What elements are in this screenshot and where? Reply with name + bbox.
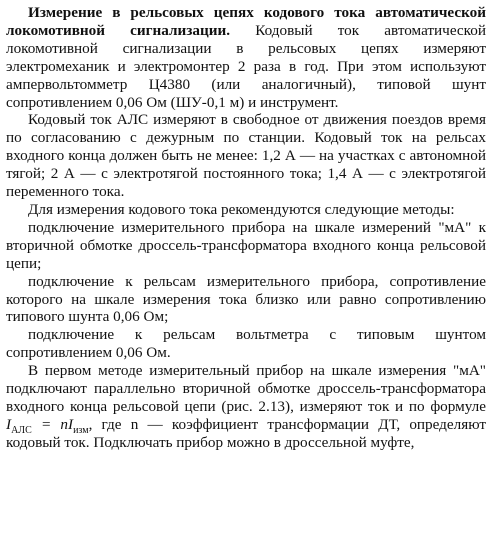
- formula: [6, 415, 89, 436]
- paragraph-1-text: Кодовый ток автоматической локомотивной сигнализации в рельсовых цепях измеряют электромеханик и электромонтер 2 раза в год. При этом используют ампервольтомметр Ц4380 (или аналогичный), типовой шунт сопротивлением 0,06 Ом (ШУ-0,1 м) и инструмент.: [6, 21, 487, 111]
- paragraph-4: подключение измерительного прибора на шкале измерений "мА" к вторичной обмотке дроссель-трансформатора входного конца рельсовой цепи;: [6, 218, 486, 272]
- formula-lhs: I: [6, 415, 12, 433]
- paragraph-2: Кодовый ток АЛС измеряют в свободное от движения поездов время по согласованию с дежурным по станции. Кодовый ток на рельсах входного конца должен быть не менее: 1,2 А — на участках с автономной тягой; 2 А — с электротягой постоянного тока; 1,4 А — с электротягой переменного тока.: [6, 111, 486, 201]
- paragraph-7: [6, 362, 486, 452]
- formula-equals: =: [31, 415, 61, 433]
- paragraph-7-text-before: В первом методе измерительный прибор на шкале измерения "мА" подключают параллельно вторичной обмотке дроссель-трансформатора входного конца рельсовой цепи (рис. 2.13), измеряют ток и по формуле: [6, 362, 486, 415]
- paragraph-5: подключение к рельсам измерительного прибора, сопротивление которого на шкале измерения тока близко или равно сопротивлению типового шунта 0,06 Ом;: [6, 272, 486, 326]
- paragraph-7-text-after: , где n — коэффициент трансформации ДТ, определяют кодовый ток. Подключать прибор можно в дроссельной муфте,: [6, 415, 486, 451]
- formula-lhs-subscript: АЛС: [11, 424, 32, 436]
- formula-rhs-subscript: изм: [73, 424, 89, 436]
- paragraph-6: подключение к рельсам вольтметра с типовым шунтом сопротивлением 0,06 Ом.: [6, 326, 486, 362]
- paragraph-3: Для измерения кодового тока рекомендуются следующие методы:: [28, 200, 455, 218]
- section-title: Измерение в рельсовых цепях кодового тока автоматической локомотивной сигнализации.: [6, 4, 486, 39]
- formula-rhs: nI: [60, 415, 74, 433]
- document-page: [6, 4, 486, 452]
- paragraph-1: [6, 4, 486, 111]
